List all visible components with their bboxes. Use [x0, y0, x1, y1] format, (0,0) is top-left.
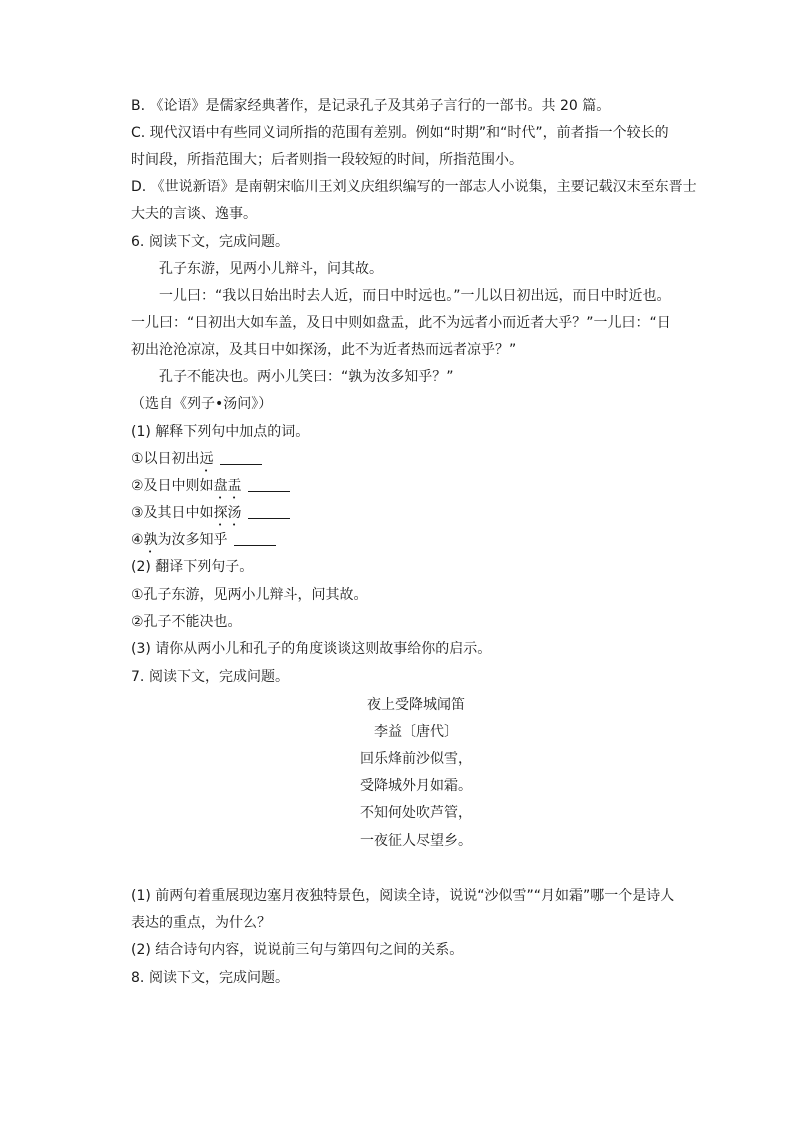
poem-title: 夜上受降城闻笛: [367, 697, 465, 713]
option-d-line2: 大夫的言谈、逸事。: [131, 206, 257, 222]
question-7-sub-2: (2) 结合诗句内容，说说前三句与第四句之间的关系。: [131, 942, 464, 958]
question-6-heading: [131, 233, 701, 251]
poem-line: 一夜征人尽望乡。: [360, 833, 472, 849]
poem-line: 回乐烽前沙似雪，: [360, 751, 472, 767]
question-6-number: 6.: [131, 234, 145, 250]
question-7-sub-1-line1: (1) 前两句着重展现边塞月夜独特景色，阅读全诗，说说“沙似雪”“月如霜”哪一个是诗人: [131, 888, 675, 904]
translate-item-1: ①孔子东游，见两小儿辩斗，问其故。: [131, 587, 368, 603]
answer-blank[interactable]: [248, 504, 290, 519]
vocab-item: ①以日初出远: [131, 450, 701, 475]
passage-line-1: 孔子东游，见两小儿辩斗，问其故。: [159, 261, 383, 277]
answer-blank[interactable]: [234, 531, 276, 546]
passage-line-4: 初出沧沧凉凉，及其日中如探汤，此不为近者热而远者凉乎？”: [131, 342, 517, 358]
dotted-word: 盘盂: [213, 478, 242, 494]
question-6-sub-3: (3) 请你从两小儿和孔子的角度谈谈这则故事给你的启示。: [131, 641, 492, 657]
question-7-number: 7.: [131, 669, 145, 685]
vocab-item: ④孰为汝多知乎: [131, 531, 701, 556]
dotted-word: 孰: [143, 532, 158, 548]
translate-item-2: ②孔子不能决也。: [131, 614, 242, 630]
poem-author: 李益〔唐代〕: [374, 724, 458, 740]
answer-blank[interactable]: [220, 450, 262, 465]
passage-line-2: 一儿曰：“我以日始出时去人近，而日中时远也。”一儿以日初出远，而日中时近也。: [159, 288, 671, 304]
option-c-line2: 时间段，所指范围大；后者则指一段较短的时间，所指范围小。: [131, 152, 523, 168]
question-8-prompt: 阅读下文，完成问题。: [149, 970, 289, 986]
question-8-number: 8.: [131, 970, 145, 986]
option-d-line1: D. 《世说新语》是南朝宋临川王刘义庆组织编写的一部志人小说集，主要记载汉末至东晋士: [131, 179, 697, 195]
question-6-prompt: 阅读下文，完成问题。: [149, 234, 289, 250]
passage-line-5: 孔子不能决也。两小儿笑曰：“孰为汝多知乎？”: [159, 369, 454, 385]
question-8-heading: [131, 969, 701, 987]
passage-source: （选自《列子•汤问》）: [131, 396, 273, 412]
dotted-word: 探汤: [213, 505, 242, 521]
vocab-item: ③及其日中如探汤: [131, 504, 701, 529]
option-b: B. 《论语》是儒家经典著作，是记录孔子及其弟子言行的一部书。共 20 篇。: [131, 98, 611, 114]
option-c-line1: C. 现代汉语中有些同义词所指的范围有差别。例如“时期”和“时代”，前者指一个较长的: [131, 125, 669, 141]
vocab-item: ②及日中则如盘盂: [131, 477, 701, 502]
answer-blank[interactable]: [248, 477, 290, 492]
poem-line: 不知何处吹芦管，: [360, 805, 472, 821]
poem-line: 受降城外月如霜。: [360, 778, 472, 794]
question-6-sub-1: (1) 解释下列句中加点的词。: [131, 424, 310, 440]
dotted-word: 远: [199, 451, 214, 467]
question-7-sub-1-line2: 表达的重点，为什么？: [131, 915, 271, 931]
question-7-prompt: 阅读下文，完成问题。: [149, 669, 289, 685]
question-6-sub-2: (2) 翻译下列句子。: [131, 559, 254, 575]
question-7-heading: [131, 668, 701, 686]
passage-line-3: 一儿曰：“日初出大如车盖，及日中则如盘盂，此不为远者小而近者大乎？”一儿曰：“日: [131, 315, 671, 331]
